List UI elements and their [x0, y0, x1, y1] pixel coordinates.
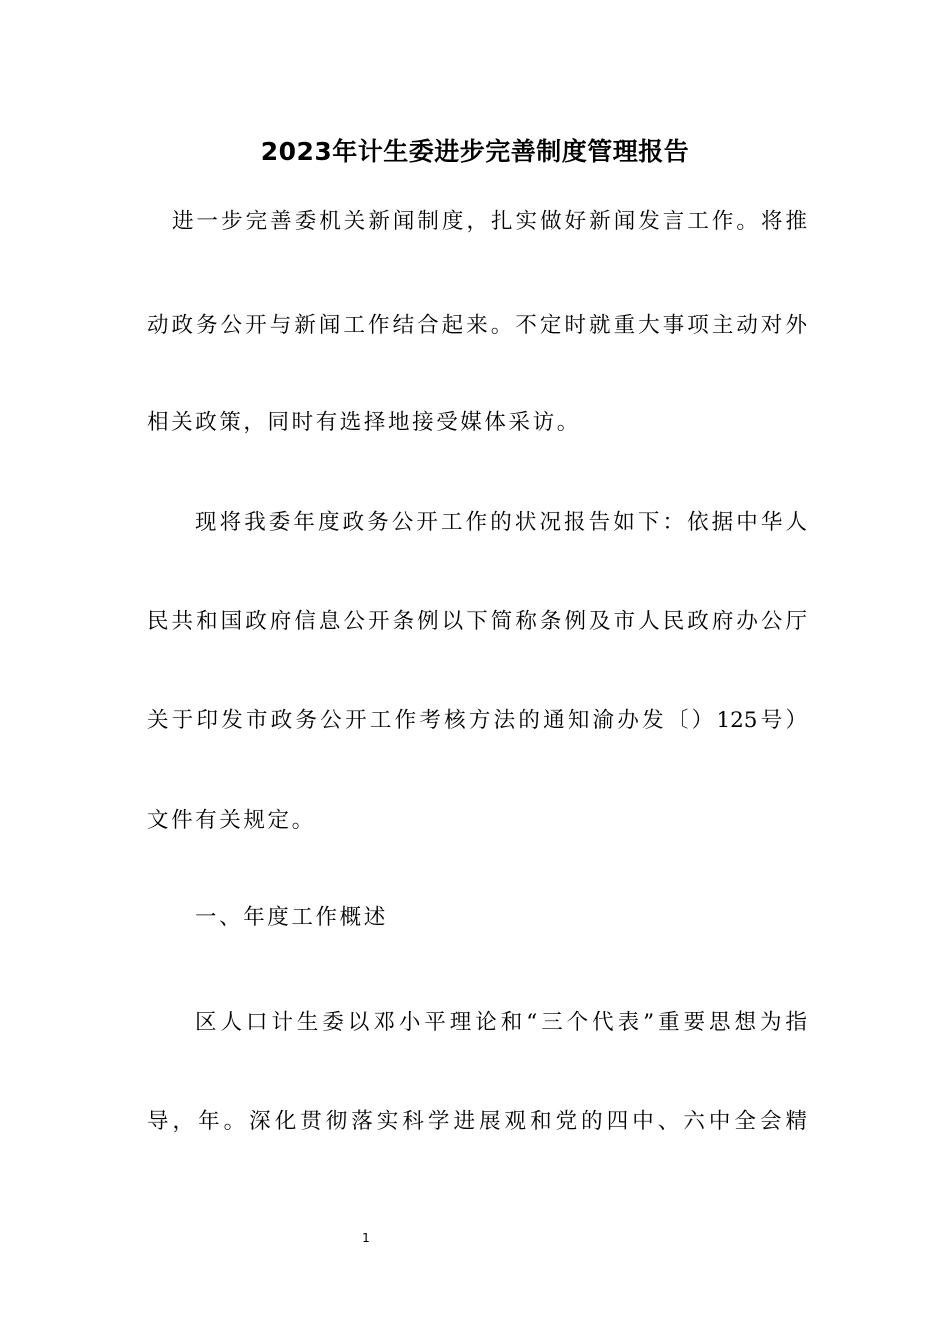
paragraph-line: 关于印发市政务公开工作考核方法的通知渝办发〔）125号） [147, 708, 807, 733]
section-heading: 一、年度工作概述 [195, 905, 388, 930]
page-number: 1 [362, 1231, 370, 1245]
paragraph-line: 相关政策，同时有选择地接受媒体采访。 [147, 410, 581, 435]
paragraph-line: 动政务公开与新闻工作结合起来。不定时就重大事项主动对外 [147, 313, 807, 338]
document-title: 2023年计生委进步完善制度管理报告 [260, 137, 690, 166]
paragraph-line: 导，年。深化贯彻落实科学进展观和党的四中、六中全会精 [147, 1109, 807, 1134]
paragraph-line: 进一步完善委机关新闻制度，扎实做好新闻发言工作。将推 [172, 209, 807, 234]
paragraph-line: 民共和国政府信息公开条例以下简称条例及市人民政府办公厅 [147, 609, 807, 634]
paragraph-line: 文件有关规定。 [147, 808, 316, 833]
paragraph-line: 现将我委年度政务公开工作的状况报告如下：依据中华人 [195, 510, 807, 535]
paragraph-line: 区人口计生委以邓小平理论和“三个代表”重要思想为指 [195, 1010, 807, 1035]
